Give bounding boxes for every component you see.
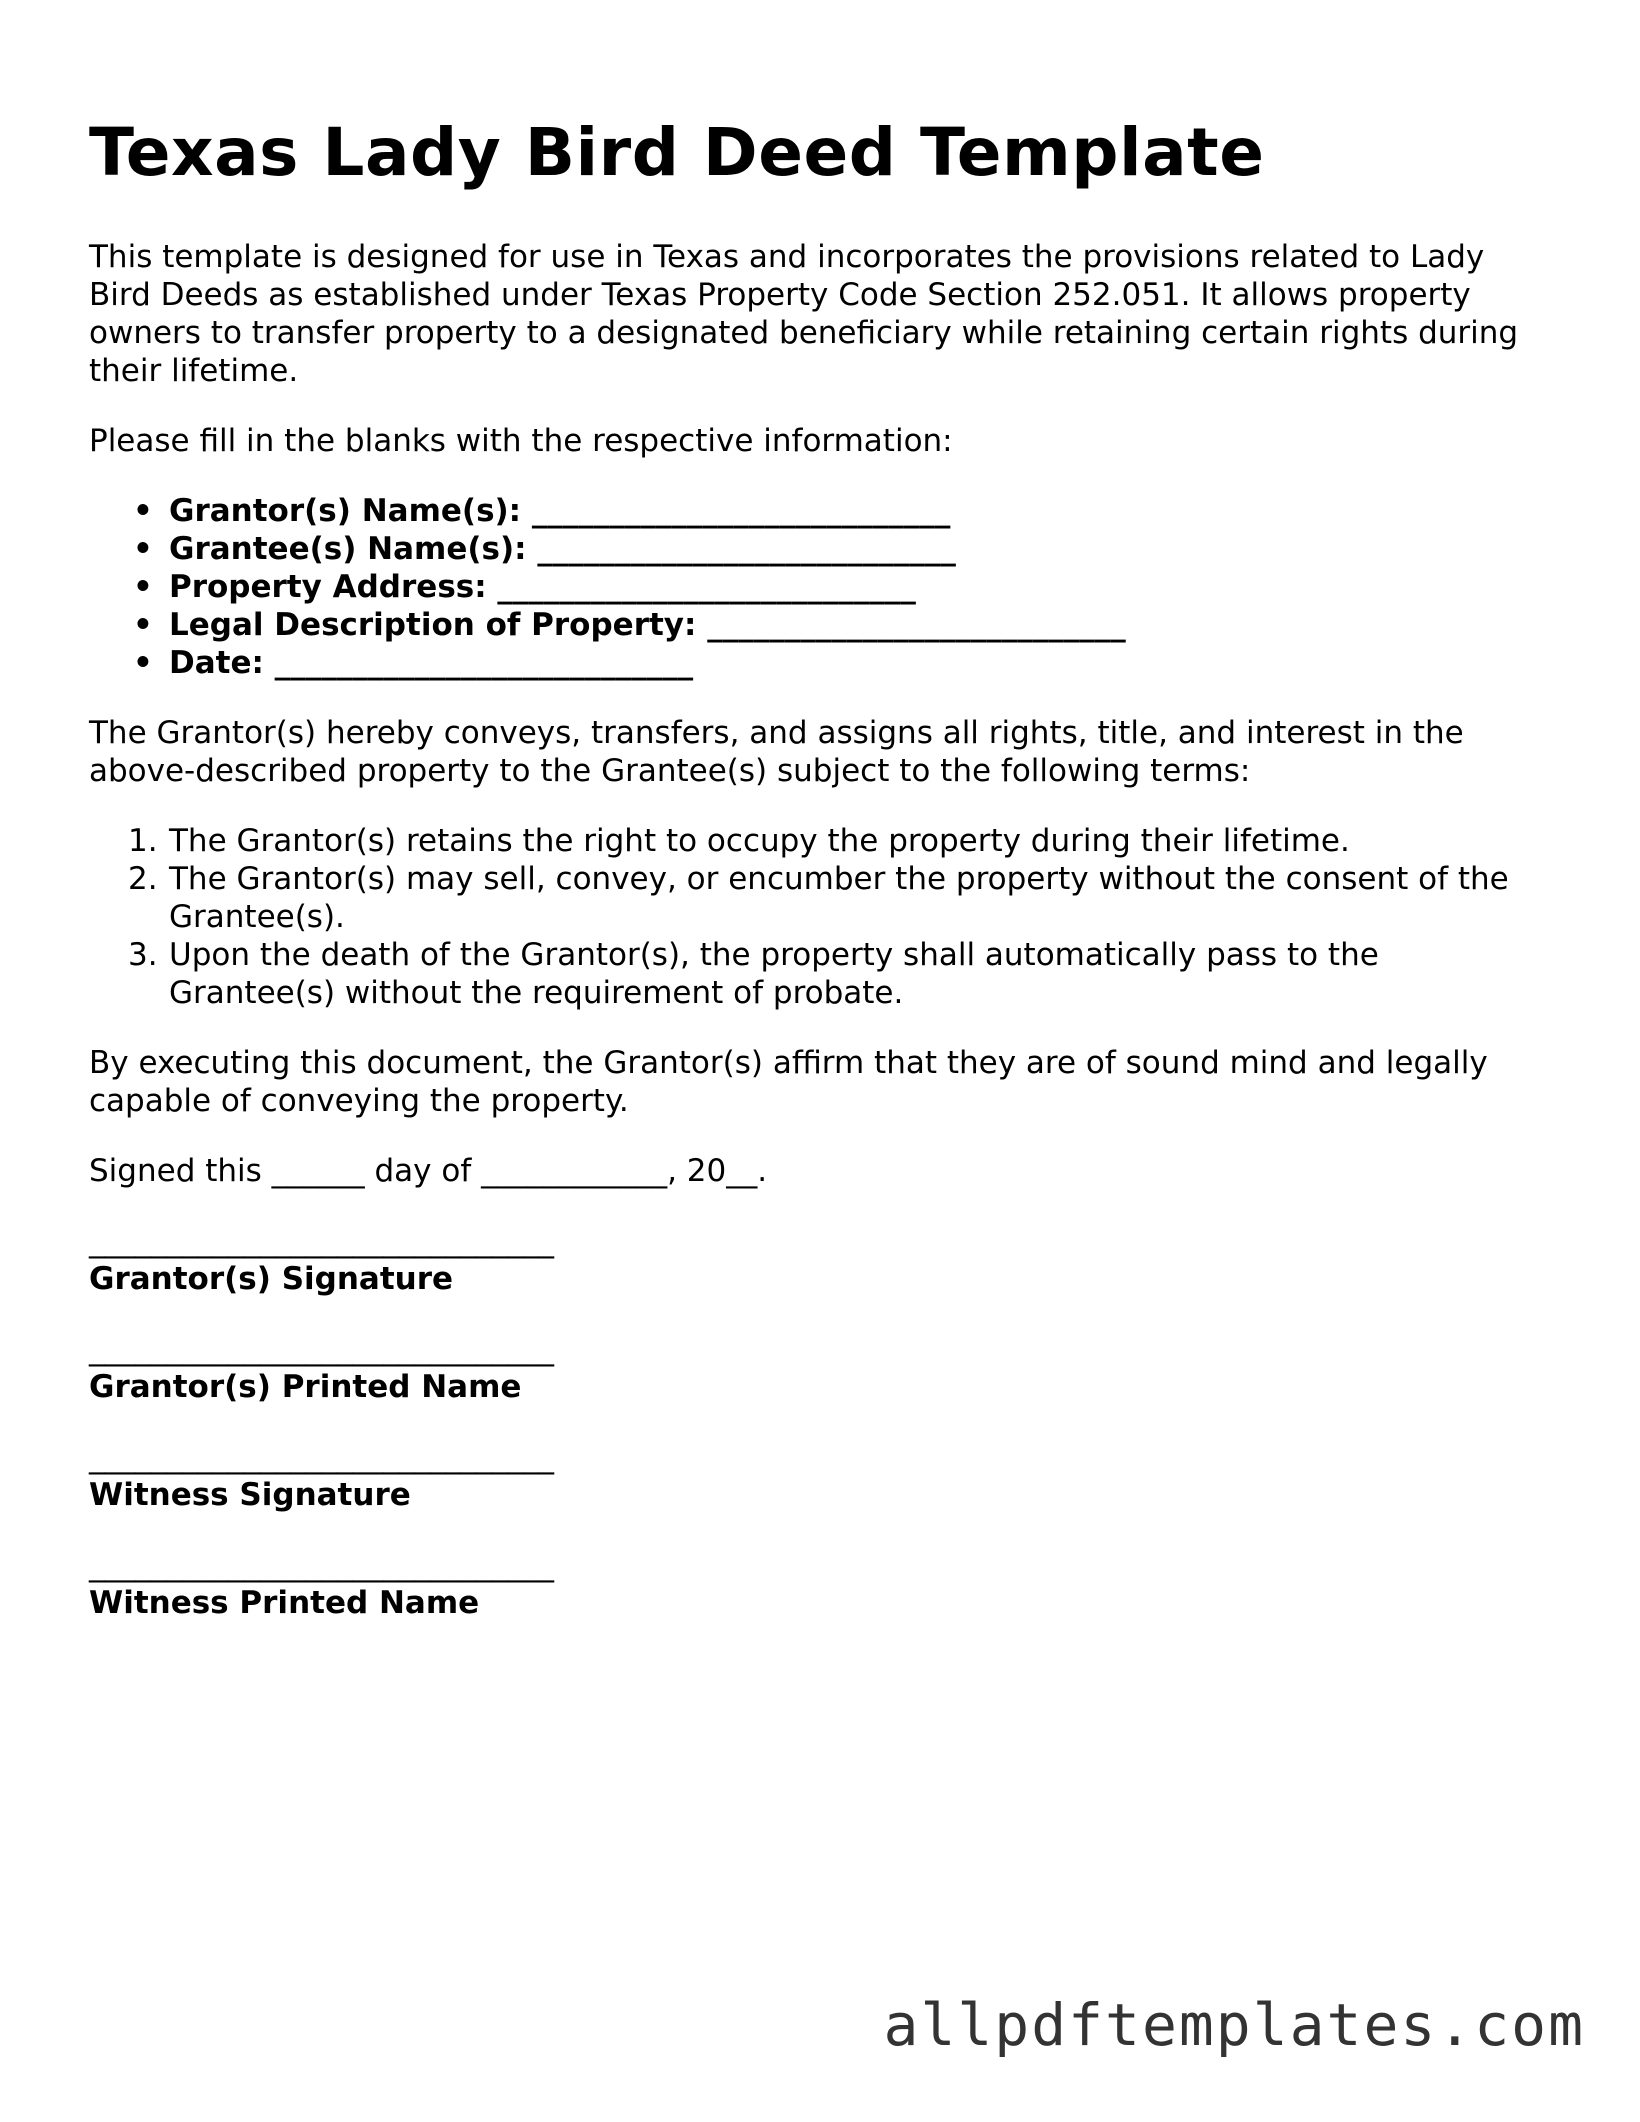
signature-line: ______________________________ (89, 1439, 554, 1475)
bullet-icon: • (133, 569, 153, 605)
signature-label: Grantor(s) Printed Name (89, 1369, 522, 1405)
term-item (128, 822, 1549, 860)
term-number: 1. (128, 823, 158, 859)
grantor-signature-block (89, 1222, 1549, 1298)
signature-label: Witness Signature (89, 1477, 411, 1513)
witness-signature-block (89, 1438, 1549, 1514)
signature-line: ______________________________ (89, 1547, 554, 1583)
affirmation-paragraph: By executing this document, the Grantor(s) affirm that they are of sound mind and legally capable of conveying the property. (89, 1045, 1488, 1119)
fill-prompt: Please fill in the blanks with the respective information: (89, 423, 953, 459)
terms-list (89, 822, 1549, 1012)
grantor-printed-name-block (89, 1330, 1549, 1406)
field-date (133, 644, 1549, 682)
term-item (128, 936, 1549, 1012)
term-number: 3. (128, 937, 158, 973)
term-text: The Grantor(s) retains the right to occupy the property during their lifetime. (169, 823, 1350, 859)
field-label: Grantee(s) Name(s): ___________________________ (169, 531, 956, 567)
document-page (89, 110, 1549, 1622)
conveyance-paragraph: The Grantor(s) hereby conveys, transfers, and assigns all rights, title, and interest in the above-described property to the Grantee(s) subject to the following terms: (89, 715, 1464, 789)
term-text: The Grantor(s) may sell, convey, or encumber the property without the consent of the Grantee(s). (169, 861, 1509, 935)
intro-paragraph: This template is designed for use in Texas and incorporates the provisions related to Lady Bird Deeds as established under Texas Property Code Section 252.051. It allows property owners to transfer property to a designated beneficiary while retaining certain rights during their lifetime. (89, 239, 1519, 389)
signed-date-line: Signed this ______ day of ____________, 20__. (89, 1153, 768, 1189)
bullet-icon: • (133, 645, 153, 681)
field-property-address (133, 568, 1549, 606)
signature-label: Grantor(s) Signature (89, 1261, 454, 1297)
field-label: Date: ___________________________ (169, 645, 694, 681)
signature-label: Witness Printed Name (89, 1585, 480, 1621)
bullet-icon: • (133, 493, 153, 529)
field-label: Legal Description of Property: ___________________________ (169, 607, 1126, 643)
signature-line: ______________________________ (89, 1223, 554, 1259)
field-grantee-names (133, 530, 1549, 568)
bullet-icon: • (133, 607, 153, 643)
witness-printed-name-block (89, 1546, 1549, 1622)
watermark: allpdftemplates.com (883, 1991, 1585, 2059)
field-label: Grantor(s) Name(s): ___________________________ (169, 493, 951, 529)
field-legal-description (133, 606, 1549, 644)
term-number: 2. (128, 861, 158, 897)
term-text: Upon the death of the Grantor(s), the property shall automatically pass to the Grantee(s) without the requirement of probate. (169, 937, 1379, 1011)
page-title: Texas Lady Bird Deed Template (89, 114, 1265, 191)
field-list (89, 492, 1549, 682)
bullet-icon: • (133, 531, 153, 567)
signature-line: ______________________________ (89, 1331, 554, 1367)
term-item (128, 860, 1549, 936)
field-grantor-names (133, 492, 1549, 530)
field-label: Property Address: ___________________________ (169, 569, 916, 605)
